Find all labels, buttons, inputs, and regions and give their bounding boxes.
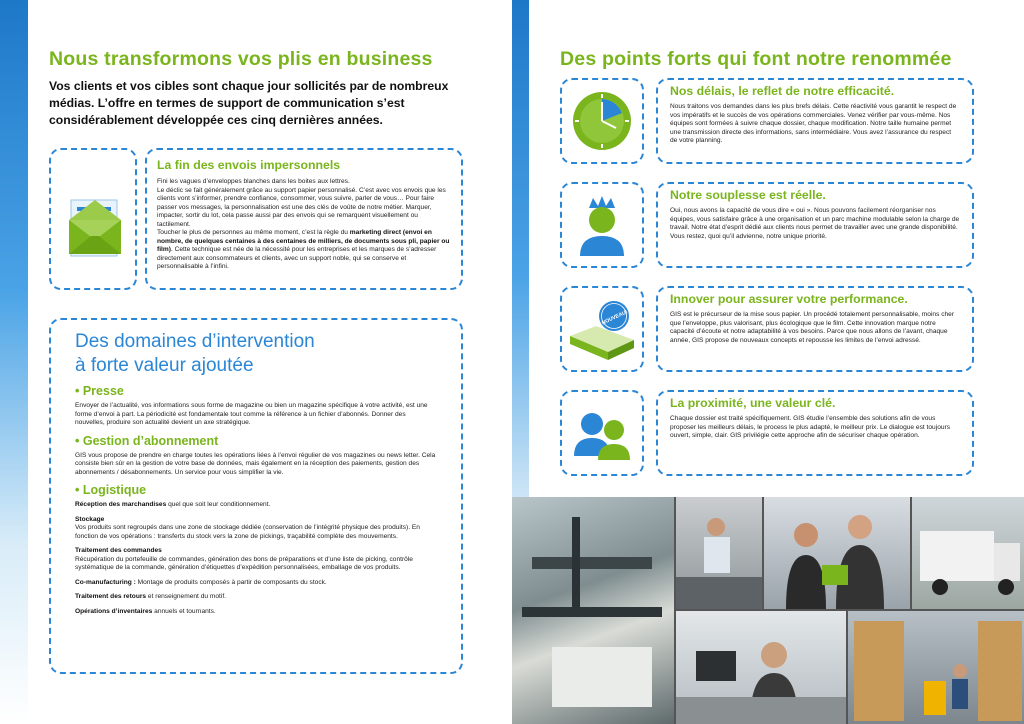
deadline-icon-box <box>560 78 644 164</box>
deadline-title: Nos délais, le reflet de notre efficacité. <box>670 84 895 98</box>
inventory-item <box>75 608 437 617</box>
proximity-text-box <box>656 390 974 476</box>
domains-title-line1: Des domaines d’intervention <box>75 331 315 352</box>
impersonal-mail-title: La fin des envois impersonnels <box>157 158 341 172</box>
left-decorative-band <box>0 0 28 724</box>
people-icon <box>562 392 642 474</box>
reception-label: Réception des marchandises <box>75 501 167 508</box>
subscription-heading: • Gestion d’abonnement <box>75 433 219 448</box>
comanufacturing-text: Montage de produits composés à partir de composants du stock. <box>135 578 327 586</box>
returns-text: et renseignement du motif. <box>146 593 226 600</box>
center-decorative-band <box>512 0 529 500</box>
photo-warehouse <box>848 611 1024 724</box>
photo-office-worker <box>676 611 846 724</box>
comanufacturing-label: Co-manufacturing : <box>75 578 136 586</box>
p3-bold: marketing direct (envoi en nombre, de quelques centaines à des centaines de milliers, de documents sous pli, papier ou film) <box>157 229 450 253</box>
storage-label: Stockage <box>75 515 105 523</box>
reception-text: quel que soit leur conditionnement. <box>166 501 271 508</box>
intro-paragraph: Vos clients et vos cibles sont chaque jour sollicités par de nombreux médias. L’offre en termes de support de communication s’est considérablement développée ces cinq dernières années. <box>49 79 449 127</box>
flexibility-title: Notre souplesse est réelle. <box>670 188 826 202</box>
person-crown-icon <box>562 184 642 266</box>
domains-box <box>49 318 463 674</box>
p3-end: . Cette technique est née de la nécessité pour les entreprises et les marques de s’adresser directement aux consommateurs et clients, avec un support noble, qui se conserve et personnalisable à l’infini. <box>157 246 437 270</box>
orders-label: Traitement des commandes <box>75 547 162 554</box>
proximity-icon-box <box>560 390 644 476</box>
new-box-icon <box>562 288 642 370</box>
clock-icon <box>562 80 642 162</box>
impersonal-mail-text <box>157 178 451 272</box>
orders-item <box>75 547 437 573</box>
envelope-icon <box>51 150 135 288</box>
impersonal-mail-p1: Fini les vagues d’enveloppes blanches dans les boites aux lettres. <box>157 178 350 185</box>
domains-title-line2: à forte valeur ajoutée <box>75 355 254 376</box>
innovation-text-box <box>656 286 974 372</box>
returns-item <box>75 593 437 602</box>
envelope-icon-box <box>49 148 137 290</box>
subscription-text: GIS vous propose de prendre en charge toutes les opérations liées à l’envoi régulier de vos magazines ou news letter. Cela consiste bien sûr en la gestion de votre base de données, mais également en la réception des paiements, gestion des abonnements / désabonnements. Un service pour vous simplifier la vie. <box>75 451 436 476</box>
deadline-text-box <box>656 78 974 164</box>
impersonal-mail-p3 <box>157 229 451 272</box>
photo-truck <box>912 497 1024 609</box>
orders-text: Récupération du portefeuille de commandes, génération des bons de préparations et d’une liste de picking, contrôle systématique de la commande, génération d’étiquettes d’expédition personnalisées, emballage de vos produits. <box>75 555 413 571</box>
deadline-text: Nous traitons vos demandes dans les plus brefs délais. Cette réactivité vous garantit le respect de vos impératifs et le succès de vos opérations commerciales. Venez vérifier par vous-même. Nos équipes sont formées à suivre chaque dossier, chaque modification. Notre taille humaine permet une transmission directe des informations, sans intermédiaire. Vous avez l’assurance du respect de votre planning. <box>670 103 957 144</box>
left-page-heading: Nous transformons vos plis en business <box>49 48 433 70</box>
domains-title <box>75 330 437 378</box>
p3-start: Toucher le plus de personnes au même moment, c’est la règle du <box>157 229 350 236</box>
innovation-text: GIS est le précurseur de la mise sous papier. Un procédé totalement personnalisable, moins cher que l’enveloppe, plus valorisant, plus écologique que le film. Cette innovation marque notre capacité d’écoute et notre adaptabilité à vos besoins. Parce que nous allons de l’avant, chaque année, GIS propose de nouveaux concepts et repousse les limites de l’envoi adressé. <box>670 311 955 344</box>
presse-text: Envoyer de l’actualité, vos informations sous forme de magazine ou bien un magazine spécifique à votre activité, est une forme d’envoi à part. La périodicité est fondamentale tout comme la référence à un fichier d’abonnés. Donner des nouvelles, produire son actualité devient un axe stratégique. <box>75 402 428 426</box>
photo-collage <box>512 497 1024 724</box>
impersonal-mail-box <box>145 148 463 290</box>
flexibility-text-box <box>656 182 974 268</box>
innovation-icon-box <box>560 286 644 372</box>
inventory-label: Opérations d’inventaires <box>75 607 153 615</box>
photo-printing-machine <box>512 497 674 724</box>
flexibility-icon-box <box>560 182 644 268</box>
proximity-title: La proximité, une valeur clé. <box>670 396 836 410</box>
presse-heading: • Presse <box>75 384 124 398</box>
photo-operator-machine <box>676 497 762 609</box>
innovation-title: Innover pour assurer votre performance. <box>670 292 908 306</box>
returns-label: Traitement des retours <box>75 593 147 600</box>
inventory-text: annuels et tournants. <box>152 607 216 615</box>
proximity-text: Chaque dossier est traité spécifiquement. GIS étudie l’ensemble des solutions afin de vous proposer les meilleurs délais, le process le plus adapté, le meilleur prix. Le dialogue est toujours ouvert, simple, clair. GIS privilégie cette approche afin de sécuriser chaque opération. <box>670 415 951 439</box>
flexibility-text: Oui, nous avons la capacité de vous dire « oui ». Nous pouvons facilement réorganiser nos équipes, vous satisfaire grâce à une organisation et un parc machine modulable selon la charge de travail. Notre état d’esprit dédié aux clients nous permet de travailler avec une grande disponibilité. Vous restez, quoi qu’il advienne, notre unique priorité. <box>670 207 960 240</box>
right-page-heading: Des points forts qui font notre renommée <box>560 48 952 70</box>
logistics-heading: • Logistique <box>75 483 147 497</box>
comanufacturing-item <box>75 579 437 588</box>
storage-text: Vos produits sont regroupés dans une zone de stockage dédiée (conservation de l’intégrité physique des produits). En fonction de vos opérations : transferts du stock vers la zone de pickings, traçabilité complète des mouvements. <box>75 524 420 540</box>
new-badge-text: NOUVEAU! <box>601 309 629 327</box>
impersonal-mail-p2: Le déclic se fait généralement grâce au support papier personnalisé. C’est avec vos envois que les clients vont s’informer, prendre confiance, consommer, vous suivre, parler de vous… Pour faire passer vos messages, la personnalisation est une des clés de voûte de notre métier. Marquer, impacter, sortir du lot, cela passe aussi par des envois qui se remarquent visuellement ou tactilement. <box>157 186 446 228</box>
storage-item <box>75 516 437 542</box>
photo-team-magazine <box>764 497 910 609</box>
reception-item <box>75 501 437 510</box>
